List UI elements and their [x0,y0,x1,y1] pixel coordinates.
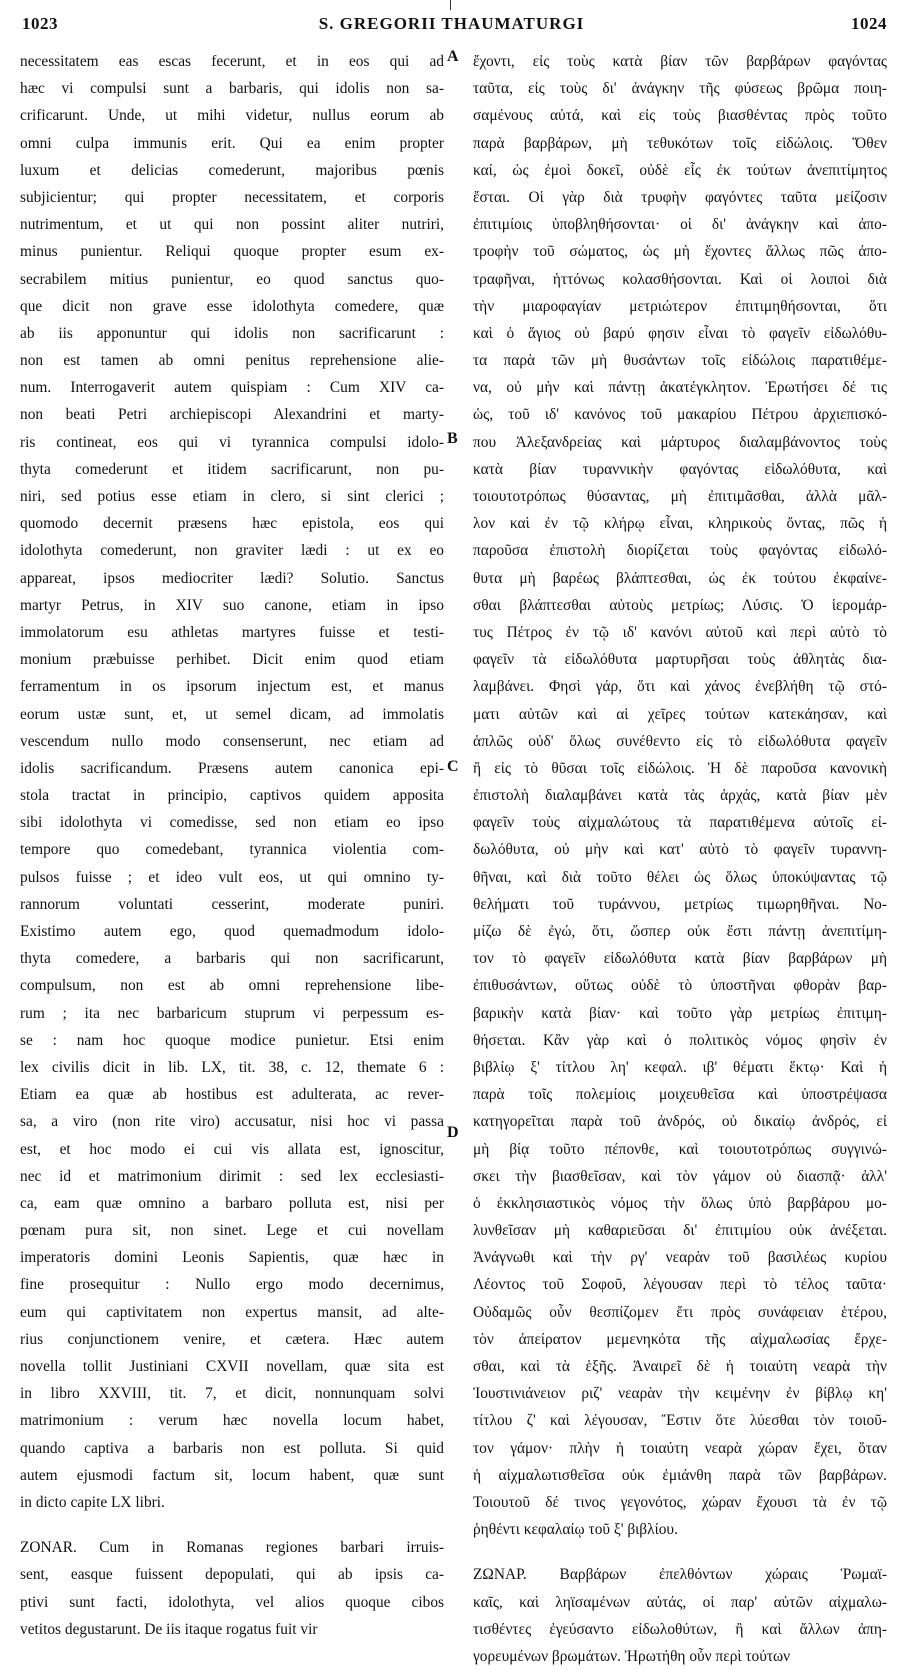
top-rule [450,0,451,10]
greek-text-line: θυτα μὴ βαρέως βλάπτεσθαι, ὡς ἐκ τούτου ἐκφαίνε- [473,569,887,587]
latin-text-line: idolothyta comederunt, non graviter lædi : ut ex eo [20,542,444,560]
latin-text-line: ris contineat, eos qui vi tyrannica compulsi idolo- [20,433,444,451]
greek-text-line: ΖΩΝΑΡ. Βαρβάρων ἐπελθόντων χώραις Ῥωμαϊ- [473,1566,887,1584]
latin-text-line: sa, a viro (non rite viro) accusatur, nisi hoc vi passa [20,1113,444,1131]
greek-text-line: βιβλίῳ ξ' τίτλου λη' κεφαλ. ιβ' θέματι ἕκτῳ· Καὶ ἡ [473,1058,887,1076]
latin-column [20,48,444,1643]
greek-text-line: ἔχοντι, εἰς τοὺς κατὰ βίαν τῶν βαρβάρων φαγόντας [473,53,887,70]
page-number-left: 1023 [22,14,58,33]
latin-text-line: Existimo autem ego, quod quemadmodum idolo- [20,923,444,940]
latin-text-line: pœnam pura sit, non sinet. Lege et cui novellam [20,1222,444,1240]
latin-text-line: sent, easque fuissent depopulati, qui ab ipsis ca- [20,1566,444,1584]
latin-text-line: pulsos fuisse ; et ideo vult eos, ut qui omnino ty- [20,868,444,886]
latin-text-line: imperatoris domini Leonis Sapientis, quæ hæc in [20,1249,444,1267]
greek-text-line: θήσεται. Κἂν γὰρ καὶ ὁ πολιτικὸς νόμος φησὶν ἐν [473,1031,887,1049]
latin-text-line: rum ; ita nec barbaricum stuprum vi perpessum es- [20,1004,444,1022]
greek-text-line: τὴν μιαροφαγίαν μετριώτερον ἐπιτιμηθήσονται, ὅτι [473,297,887,315]
greek-text-line: Ἀνάγνωθι καὶ τὴν ργ' νεαρὰν τοῦ βασιλέως κυρίου [473,1249,887,1267]
greek-text-line: τον τὸ φαγεῖν εἰδωλόθυτα κατὰ βίαν βαρβάρων μὴ [473,950,887,968]
latin-text-line: subjicientur; qui propter necessitatem, et corporis [20,188,444,206]
page-number-right: 1024 [851,14,887,33]
greek-text-line: να, οὐ μὴν καὶ πάντῃ ἀκατέγκλητον. Ἐρωτήσει δέ τις [473,379,887,397]
latin-text-line: luxum et delicias comederunt, majoribus pœnis [20,161,444,179]
greek-text-line: ἢ εἰς τὸ θῦσαι τοῖς εἰδώλοις. Ἡ δὲ παροῦσα κανονικὴ [473,759,887,777]
latin-text-line: stola tractat in principio, captivos quidem apposita [20,787,444,805]
latin-text-line: Etiam ea quæ ab hostibus est adulterata, ac rever- [20,1086,444,1104]
greek-text-line: τίτλου ζ' καὶ λέγουσαν, Ἔστιν ὅτε λύεσθαι τὸν τοιοῦ- [473,1412,887,1430]
latin-text-line: se : nam hoc quoque modice punietur. Etsi enim [20,1031,444,1049]
latin-text-line: rius conjunctionem venire, et cætera. Hæc autem [20,1330,444,1348]
greek-text-line: ἡ αἰχμαλωτισθεῖσα οὐκ ἐμιάνθη παρὰ τῶν βαρβάρων. [473,1466,887,1484]
latin-text-line: tempore quo comedebant, tyrannica violentia com- [20,841,444,859]
margin-letter-d: D [447,1124,459,1141]
greek-text-line: παρὰ βαρβάρων, μὴ τεθυκότων τοῖς εἰδώλοις. Ὅθεν [473,134,887,152]
greek-text-line: τροφὴν τοῦ σώματος, ὡς μὴ ἔχοντες ἄλλως πῶς ἀπο- [473,243,887,261]
greek-text-line: ἐπιστολὴ διαλαμβάνει κατὰ τὰς ἀρχάς, κατὰ βίαν μὲν [473,787,887,805]
latin-text-line: num. Interrogaverit autem quispiam : Cum XIV ca- [20,379,444,397]
margin-letter-a: A [447,48,459,65]
latin-text-line: autem ejusmodi factum sit, locum habent, quæ sunt [20,1466,444,1484]
greek-text-line: τα παρὰ τῶν μὴ θυσάντων τοῖς εἰδώλοις παρατιθέμε- [473,352,887,370]
greek-text-line: που Ἀλεξανδρείας καὶ μάρτυρος διαλαμβάνοντος τοὺς [473,433,887,451]
latin-text-line: in libro XXVIII, tit. 7, et dicit, nonnunquam solvi [20,1385,444,1403]
greek-text-line: φαγεῖν τὰ εἰδωλόθυτα μαρτυρῆσαι τοὺς ἀθλητὰς δια- [473,651,887,669]
latin-text-line: thyta comederunt et itidem sacrificarunt, non pu- [20,460,444,478]
latin-text-line: vescendum nullo modo consenserunt, nec etiam ad [20,732,444,750]
greek-text-line: τραφῆναι, ἡττόνως κολασθήσονται. Καὶ οἱ λοιποὶ διὰ [473,270,887,288]
latin-text-line: monium præbuisse perhibet. Dicit enim quod etiam [20,651,444,669]
running-title: S. GREGORII THAUMATURGI [318,14,585,33]
latin-text-line: ZONAR. Cum in Romanas regiones barbari irruis- [20,1539,444,1557]
greek-text-line: καί, ὡς ἐμοὶ δοκεῖ, οὐδὲ εἷς ἐκ τούτων ἀνεπιτίμητος [473,161,887,179]
greek-column [473,48,887,1670]
greek-text-line: παροῦσα ἐπιστολὴ διορίζεται τοὺς φαγόντας εἰδωλό- [473,542,887,560]
greek-text-line: βαρικὴν κατὰ βίαν· καὶ τοῦτο γὰρ μετρίως ἐπιτιμη- [473,1004,887,1022]
latin-text-line: non beati Petri archiepiscopi Alexandrini et marty- [20,406,444,424]
latin-text-line: eum qui captivitatem non expertus mansit, ad alte- [20,1303,444,1321]
latin-text-line: novella tollit Justiniani CXVII novellam, quæ sita est [20,1358,444,1375]
latin-text-line: sibi idolothyta vi comedisse, sed non etiam eo ipso [20,814,444,832]
greek-text-line: παρὰ τοῖς πολεμίοις μοιχευθεῖσα καὶ ὑποστρέψασα [473,1086,887,1104]
latin-text-line: omni culpa immunis erit. Qui ea enim propter [20,134,444,152]
greek-text-line: τυς Πέτρος ἐν τῷ ιδ' κανόνι αὐτοῦ καὶ περὶ αὐτὸ τὸ [473,623,887,641]
greek-text-line: τοιουτοτρόπως θύσαντας, μὴ ἐπιτιμᾶσθαι, ἀλλὰ μᾶλ- [473,488,887,505]
latin-text-line: nutrimentum, et ut qui non possint aliter nutriri, [20,216,444,234]
latin-text-line: est, et hoc modo ei cui vis allata est, ignoscitur, [20,1140,444,1158]
greek-text-line: ἁπλῶς οὐδ' ὅλως συνέθεντο εἰς τὸ εἰδωλόθυτα φαγεῖν [473,732,887,750]
latin-text-line: niri, sed potius esse etiam in clero, si sint clerici ; [20,488,444,505]
greek-text-line: καὶ ὁ ἅγιος οὐ βαρύ φησιν εἶναι τὸ φαγεῖν εἰδωλόθυ- [473,324,887,342]
greek-text-line: Τοιουτοῦ δέ τινος γεγονότος, χώραν ἔχουσι τὰ ἐν τῷ [473,1493,887,1511]
greek-text-line: τον γάμον· πλὴν ἡ τοιαύτη νεαρὰ χώραν ἔχει, ὅταν [473,1439,887,1457]
greek-text-line: γορευμένων βρωμάτων. Ἠρωτήθη οὖν περὶ τούτων [473,1647,791,1665]
greek-text-line: ἐπιθυσάντων, οὕτως οὐδὲ τὸ ὑποστῆναι φθορὰν βαρ- [473,977,887,995]
margin-letter-c: C [447,758,459,775]
latin-text-line: ab iis apponuntur qui idolis non sacrificarunt : [20,324,444,342]
latin-text-line: ferramentum in os ipsorum injectum est, et manus [20,678,444,696]
latin-text-line: idolis sacrificandum. Præsens autem canonica epi- [20,759,444,777]
greek-text-line: κατηγορεῖται παρὰ τοῦ ἀνδρός, οὐ δικαίῳ ἀνδρός, εἰ [473,1113,887,1131]
greek-text-line: φαγεῖν τοὺς αἰχμαλώτους τὰ παρατιθέμενα αὐτοῖς εἰ- [473,814,887,832]
latin-text-line: minus punientur. Reliqui quoque propter esum ex- [20,243,444,261]
latin-text-line: in dicto capite LX libri. [20,1493,165,1511]
greek-text-line: σαμένους αὐτά, καὶ εἰς τοὺς βιασθέντας πρὸς τοῦτο [473,107,887,125]
latin-text-line: thyta comedere, a barbaris qui non sacrificarunt, [20,950,444,968]
latin-text-line: martyr Petrus, in XIV suo canone, etiam in ipso [20,596,444,614]
latin-text-line: crificarunt. Unde, ut mihi videtur, nullus eorum ab [20,107,444,125]
greek-text-line: λυνθεῖσαν μὴ καθαριεῦσαι δι' ἐπιτιμίου οὐκ ἀνέξεται. [473,1222,887,1240]
latin-text-line: matrimonium : verum hæc novella locum habet, [20,1412,444,1430]
greek-text-line: ὡς, τοῦ ιδ' κανόνος τοῦ μακαρίου Πέτρου ἀρχιεπισκό- [473,406,887,424]
latin-text-line: ca, eam quæ omnino a barbaro polluta est, nisi per [20,1194,444,1212]
greek-text-line: Οὐδαμῶς οὖν θεσπίζομεν ἔτι πρὸς συνάφειαν ἑτέρου, [473,1303,887,1321]
greek-text-line: ῥηθέντι κεφαλαίῳ τοῦ ξ' βιβλίου. [473,1521,678,1539]
greek-text-line: σθαι βλάπτεσθαι αὐτοὺς μετρίως; Λύσις. Ὁ ἱερομάρ- [473,596,887,614]
latin-text-line [20,1516,444,1534]
greek-text-line: δωλόθυτα, οὐ μὴν καὶ κατ' αὐτὸ τὸ φαγεῖν τυραννη- [473,841,887,859]
greek-text-line: ἐπιτιμίοις ὑποβληθήσονται· οἱ δι' ἀνάγκην καὶ ἀπο- [473,216,887,234]
greek-text-line: μίζω δὲ ἐγώ, ὅτι, ὥσπερ οὐκ ἔστι πάντῃ ἀνεπιτίμη- [473,923,887,940]
greek-text-line: ταῦτα, εἰς τοὺς δι' ἀνάγκην τῆς φύσεως βρῶμα ποιη- [473,80,887,98]
latin-text-line: compulsum, non est ab omni reprehensione libe- [20,977,444,995]
greek-text-line: Ἰουστινιάνειον ριζ' νεαρὰν τὴν κειμένην ἐν βίβλῳ κη' [473,1385,887,1403]
greek-text-line: τὸν ἀπείρατον μεμενηκότα τῆς αἰχμαλωσίας ἔρχε- [473,1330,887,1348]
latin-text-line: necessitatem eas escas fecerunt, et in eos qui ad [20,53,444,70]
greek-text-line: λον καὶ ἐν τῷ κλήρῳ εἶναι, κληρικοὺς ὄντας, πῶς ἡ [473,515,887,533]
greek-text-line [473,1543,887,1561]
greek-text-line: μὴ βίᾳ τοῦτο πέπονθε, καὶ τοιουτοτρόπως συγγινώ- [473,1140,887,1158]
latin-text-line: fine prosequitur : Nullo ergo modo decernimus, [20,1276,444,1294]
latin-text-line: hæc vi compulsi sunt a barbaris, qui idolis non sa- [20,80,444,98]
latin-text-line: quomodo decernit præsens hæc epistola, eos qui [20,515,444,533]
latin-text-line: non est tamen ab omni penitus reprehensione alie- [20,352,444,370]
greek-text-line: ματι αὐτῶν καὶ αἱ χεῖρες τούτων κατεκάησαν, καὶ [473,705,887,723]
greek-text-line: σθαι, καὶ τὰ ἑξῆς. Ἀναιρεῖ δὲ ἡ τοιαύτη νεαρὰ τὴν [473,1358,887,1375]
latin-text-line: ptivi sunt facti, idolothyta, vel alios quoque cibos [20,1593,444,1611]
greek-text-line: ὁ ἐκκλησιαστικὸς νόμος τὴν ὅλως ὑπὸ βαρβάρου μο- [473,1194,887,1212]
latin-text-line: vetitos degustarunt. De iis itaque rogatus fuit vir [20,1620,318,1638]
greek-text-line: κατὰ βίαν τυραννικὴν φαγόντας εἰδωλόθυτα, καὶ [473,460,887,478]
latin-text-line: lex civilis dicit in lib. LX, tit. 38, c. 12, themate 6 : [20,1058,444,1076]
latin-text-line: que dicit non grave esse idolothyta comedere, quæ [20,297,444,315]
greek-text-line: τισθέντες ἐγεύσαντο εἰδωλοθύτων, ἢ καὶ ἄλλων ἀπη- [473,1620,887,1638]
latin-text-line: quando captiva a barbaris non est polluta. Si quid [20,1439,444,1457]
margin-letter-b: B [447,430,458,447]
latin-text-line: secrabilem mitius punientur, eo quod sanctus quo- [20,270,444,288]
greek-text-line: λαμβάνει. Φησὶ γάρ, ὅτι καὶ χάνος ἐνεβλήθη τῷ στό- [473,678,887,696]
greek-text-line: Λέοντος τοῦ Σοφοῦ, λέγουσαν περὶ τὸ τέλος ταῦτα· [473,1276,887,1294]
greek-text-line: σκει τὴν βιασθεῖσαν, καὶ τὸν γάμον οὐ διασπᾷ· ἀλλ' [473,1167,887,1185]
latin-text-line: rannorum voluntati cesserint, moderate puniri. [20,895,444,913]
greek-text-line: θῆναι, καὶ διὰ τοῦτο θέλει ὡς ὅλως ὑποκύψαντας τῷ [473,868,887,886]
latin-text-line: immolatorum esu athletas martyres fuisse et testi- [20,623,444,641]
greek-text-line: ἔσται. Οἱ γὰρ διὰ τρυφὴν φαγόντες ταῦτα μείζοσιν [473,188,887,206]
greek-text-line: θελήματι τοῦ τυράννου, μετρίως τιμωρηθῆναι. Νο- [473,895,887,913]
latin-text-line: appareat, ipsos mediocriter lædi? Solutio. Sanctus [20,569,444,587]
latin-text-line: eorum ustæ sunt, et, ut semel dicam, ad immolatis [20,705,444,723]
latin-text-line: nec id et matrimonium dirimit : sed lex ecclesiasti- [20,1167,444,1185]
greek-text-line: καῖς, καὶ ληϊσαμένων αὐτάς, οἱ παρ' αὐτῶν αἰχμαλω- [473,1593,887,1611]
